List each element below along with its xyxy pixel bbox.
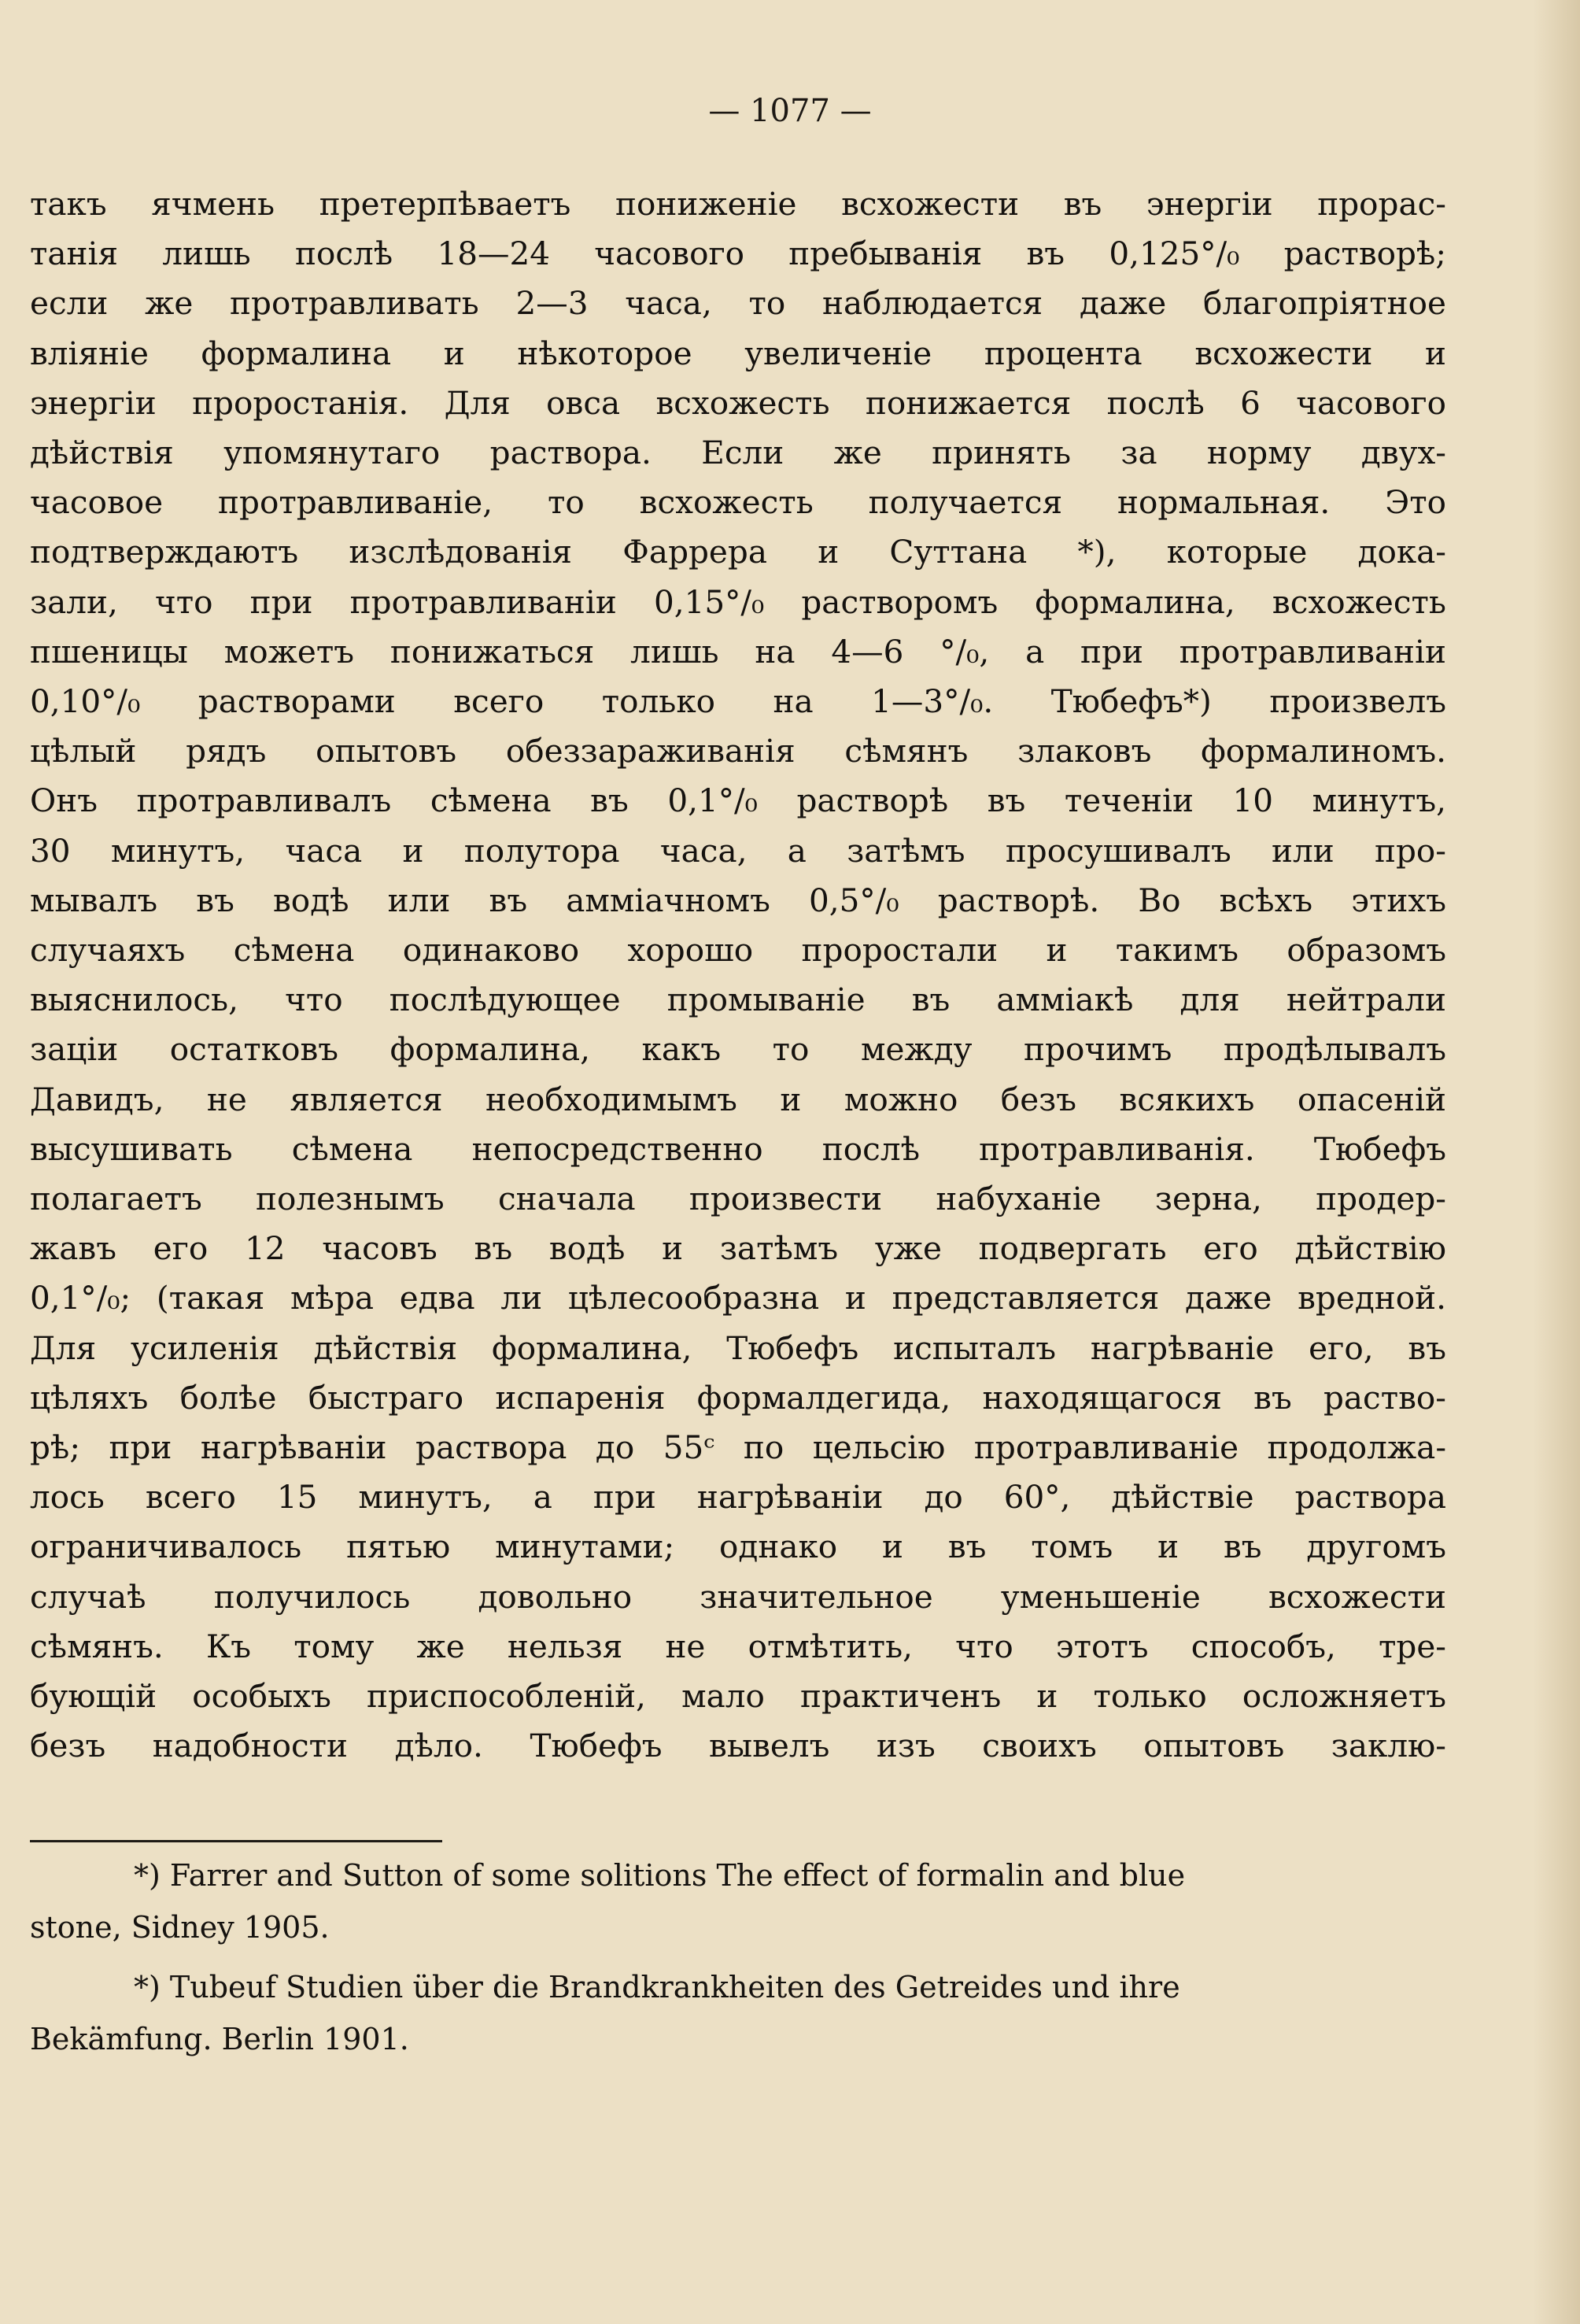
text-line: часовое протравливаніе, то всхожесть получается нормальная. Это [30, 483, 1446, 522]
footnote-1-line-2: stone, Sidney 1905. [30, 1910, 330, 1945]
text-line: цѣляхъ болѣе быстраго испаренія формалдегида, находящагося въ раство- [30, 1378, 1446, 1417]
text-line: лось всего 15 минутъ, а при нагрѣваніи до 60°, дѣйствіе раствора [30, 1478, 1446, 1517]
text-line: сѣмянъ. Къ тому же нельзя не отмѣтить, что этотъ способъ, тре- [30, 1627, 1446, 1665]
text-line: мывалъ въ водѣ или въ аммiачномъ 0,5°/₀ растворѣ. Во всѣхъ этихъ [30, 881, 1446, 919]
text-line: подтверждаютъ изслѣдованія Фаррера и Суттана *), которые дока- [30, 533, 1446, 571]
text-line: 30 минутъ, часа и полутора часа, а затѣмъ просушивалъ или про- [30, 831, 1446, 870]
text-line: энергіи проростанія. Для овса всхожесть понижается послѣ 6 часового [30, 383, 1446, 422]
text-line: жавъ его 12 часовъ въ водѣ и затѣмъ уже подвергать его дѣйствію [30, 1229, 1446, 1268]
text-line: танія лишь послѣ 18—24 часового пребыванія въ 0,125°/₀ растворѣ; [30, 235, 1446, 273]
text-line: случаяхъ сѣмена одинаково хорошо проростали и такимъ образомъ [30, 931, 1446, 970]
page-edge-shadow [1533, 0, 1580, 2324]
footnotes [30, 1849, 1446, 2065]
text-line: вліяніе формалина и нѣкоторое увеличеніе процента всхожести и [30, 334, 1446, 372]
text-line: дѣйствія упомянутаго раствора. Если же принять за норму двух- [30, 434, 1446, 472]
text-line: заціи остатковъ формалина, какъ то между прочимъ продѣлывалъ [30, 1030, 1446, 1069]
footnote-separator [30, 1840, 442, 1842]
text-line: бующій особыхъ приспособленій, мало практиченъ и только осложняетъ [30, 1677, 1446, 1716]
text-line: полагаетъ полезнымъ сначала произвести набуханіе зерна, продер- [30, 1180, 1446, 1218]
text-line: высушивать сѣмена непосредственно послѣ протравливанія. Тюбефъ [30, 1129, 1446, 1168]
body-text [30, 179, 1446, 1772]
text-line: рѣ; при нагрѣваніи раствора до 55ᶜ по цельсію протравливаніе продолжа- [30, 1428, 1446, 1467]
page-number: — 1077 — [708, 93, 872, 129]
text-line: цѣлый рядъ опытовъ обеззараживанія сѣмянъ злаковъ формалиномъ. [30, 732, 1446, 770]
footnote-1-line-1: *) Farrer and Sutton of some solitions The effect of formalin and blue [134, 1858, 1186, 1893]
text-line: такъ ячмень претерпѣваетъ пониженіе всхожести въ энергіи прорас- [30, 185, 1446, 223]
footnote-2-line-2: Bekämfung. Berlin 1901. [30, 2022, 409, 2056]
footnote-2-line-1: *) Tubeuf Studien über die Brandkrankheiten des Getreides und ihre [134, 1970, 1180, 2004]
text-line: 0,1°/₀; (такая мѣра едва ли цѣлесообразна и представляется даже вредной. [30, 1279, 1446, 1317]
text-line: выяснилось, что послѣдующее промываніе въ аммiакѣ для нейтрали [30, 981, 1446, 1019]
text-line: зали, что при протравливаніи 0,15°/₀ растворомъ формалина, всхожесть [30, 582, 1446, 621]
text-line: пшеницы можетъ понижаться лишь на 4—6 °/₀, а при протравливаніи [30, 632, 1446, 671]
text-line: безъ надобности дѣло. Тюбефъ вывелъ изъ своихъ опытовъ заклю- [30, 1727, 1446, 1765]
text-line: если же протравливать 2—3 часа, то наблюдается даже благопріятное [30, 284, 1446, 323]
text-line: 0,10°/₀ растворами всего только на 1—3°/₀. Тюбефъ*) произвелъ [30, 682, 1446, 721]
text-line: случаѣ получилось довольно значительное уменьшеніе всхожести [30, 1577, 1446, 1616]
text-line: Давидъ, не является необходимымъ и можно безъ всякихъ опасеній [30, 1080, 1446, 1118]
text-line: Для усиленія дѣйствія формалина, Тюбефъ испыталъ нагрѣваніе его, въ [30, 1328, 1446, 1367]
text-line: Онъ протравливалъ сѣмена въ 0,1°/₀ растворѣ въ теченіи 10 минутъ, [30, 781, 1446, 820]
text-line: ограничивалось пятью минутами; однако и въ томъ и въ другомъ [30, 1528, 1446, 1566]
